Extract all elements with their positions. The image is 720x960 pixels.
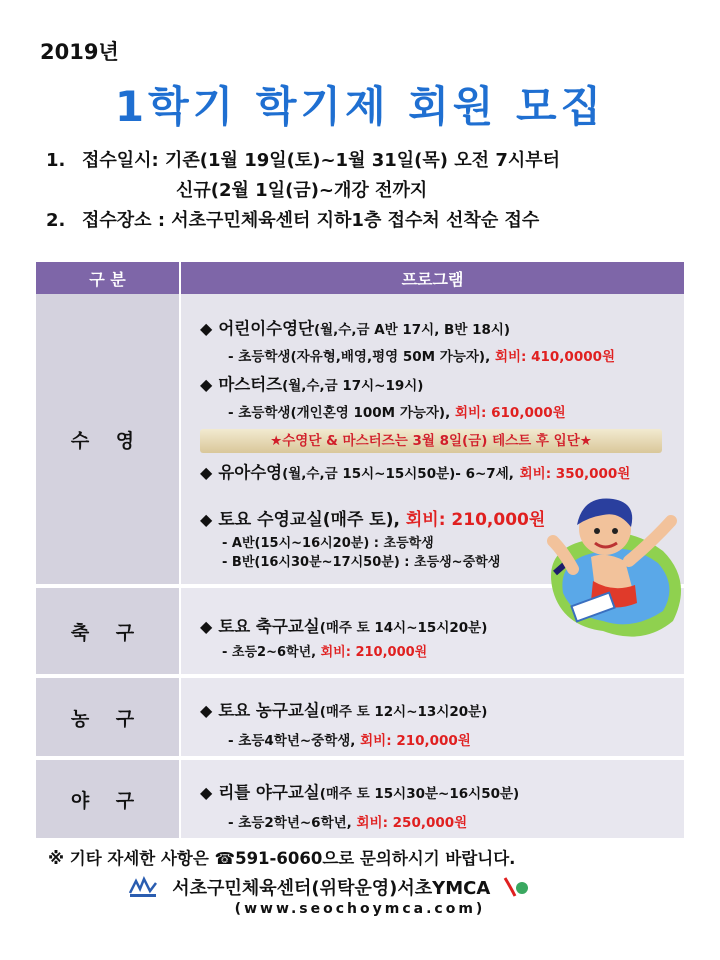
program-sat-soccer: ◆ 토요 축구교실(매주 토 14시~15시20분) [200,617,488,636]
phone-icon: ☎ [214,849,236,868]
contact-note: ※ 기타 자세한 사항은 ☎591-6060으로 문의하시기 바랍니다. [48,849,516,868]
diamond-icon: ◆ [200,319,213,338]
organization-name: 서초구민체육센터(위탁운영)서초YMCA [172,878,491,899]
diamond-icon: ◆ [200,701,213,720]
diamond-icon: ◆ [200,783,213,802]
phone-number: 591-6060 [235,849,323,868]
website-url: (www.seochoymca.com) [234,901,486,917]
diamond-icon: ◆ [200,375,213,394]
category-soccer: 축 구 [36,586,180,676]
program-sat-swim: ◆ 토요 수영교실(매주 토), 회비: 210,000원 [200,510,546,530]
year-label: 2019년 [40,40,119,64]
category-swim: 수 영 [36,294,180,586]
page-title: 1학기 학기제 회원 모집 [114,82,606,131]
program-baseball [180,758,684,840]
program-kids-team: ◆ 어린이수영단(월,수,금 A반 17시, B반 18시) [200,319,511,338]
program-toddler: ◆ 유아수영(월,수,금 15시~15시50분)- 6~7세, 회비: 350,000원 [200,463,631,482]
program-basketball [180,676,684,758]
header-program: 프로그램 [180,262,684,294]
category-basketball: 농 구 [36,676,180,758]
ymca-emblem-icon [503,876,529,898]
diamond-icon: ◆ [200,463,213,482]
soccer-detail: - 초등2~6학년, 회비: 210,000원 [222,645,428,660]
sat-swim-class-b: - B반(16시30분~17시50분) : 초등생~중학생 [222,555,501,570]
info-line-1: 1. 접수일시: 기존(1월 19일(토)~1월 31일(목) 오전 7시부터 [46,150,561,171]
row-basketball [36,676,684,758]
category-baseball: 야 구 [36,758,180,840]
table-header [36,262,684,294]
program-sat-basketball: ◆ 토요 농구교실(매주 토 12시~13시20분) [200,701,488,720]
kids-team-detail: - 초등학생(자유형,배영,평영 50M 가능자), 회비: 410,0000원 [228,349,616,365]
program-soccer [180,586,684,676]
program-masters: ◆ 마스터즈(월,수,금 17시~19시) [200,375,424,394]
info-line-2: 2. 접수장소 : 서초구민체육센터 지하1층 접수처 선착순 접수 [46,210,540,231]
seocho-logo-icon [128,875,158,899]
diamond-icon: ◆ [200,617,213,636]
basketball-detail: - 초등4학년~중학생, 회비: 210,000원 [228,733,471,749]
diamond-icon: ◆ [200,510,213,529]
program-little-baseball: ◆ 리틀 야구교실(매주 토 15시30분~16시50분) [200,783,520,802]
row-baseball [36,758,684,840]
sat-swim-class-a: - A반(15시~16시20분) : 초등학생 [222,536,434,551]
masters-detail: - 초등학생(개인혼영 100M 가능자), 회비: 610,000원 [228,405,566,421]
row-soccer [36,586,684,676]
registration-info [40,146,560,236]
row-swim [36,294,684,586]
program-table [36,262,684,842]
header-category: 구 분 [36,262,180,294]
baseball-detail: - 초등2학년~6학년, 회비: 250,000원 [228,815,468,831]
organization-line [128,874,537,900]
info-line-1b: 신규(2월 1일(금)~개강 전까지 [176,180,428,201]
program-swim [180,294,684,586]
test-notice-banner: ★수영단 & 마스터즈는 3월 8일(금) 테스트 후 입단★ [200,429,662,453]
